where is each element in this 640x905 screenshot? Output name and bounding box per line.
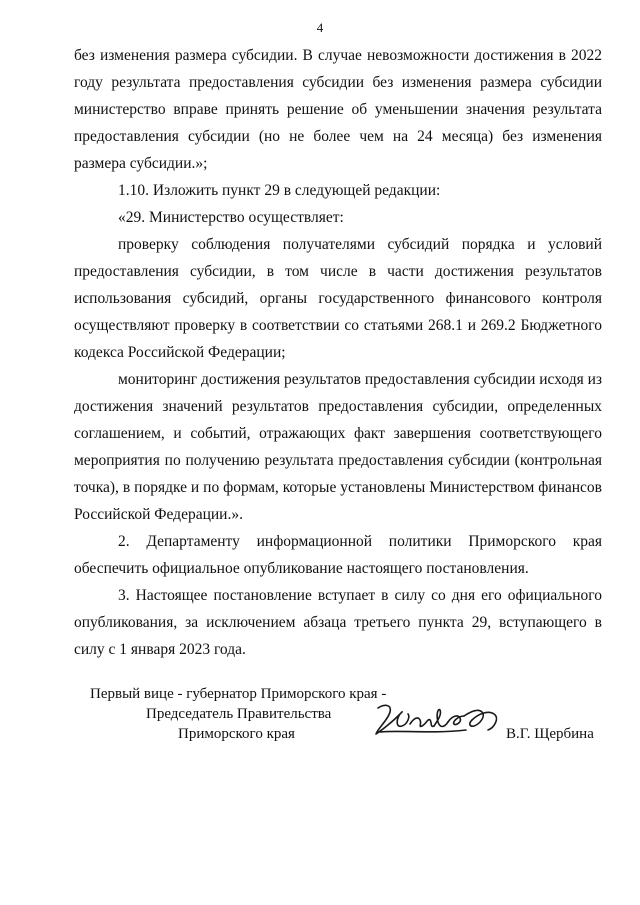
signer-position-line-1: Первый вице - губернатор Приморского края -	[90, 686, 387, 702]
paragraph-item-2: 2. Департаменту информационной политики Приморского края обеспечить официальное опубликование настоящего постановления.	[74, 533, 602, 577]
paragraph-item-3: 3. Настоящее постановление вступает в силу со дня его официального опубликования, за исключением абзаца третьего пункта 29, вступающего в силу с 1 января 2023 года.	[74, 587, 602, 658]
document-body	[74, 42, 602, 663]
signature-block	[0, 684, 640, 754]
signer-position-line-3: Приморского края	[178, 726, 295, 742]
paragraph-continuation: без изменения размера субсидии. В случае невозможности достижения в 2022 году результата предоставления субсидии без изменения размера субсидии министерство вправе принять решение об уменьшении значения результата предоставления субсидии (но не более чем на 24 месяца) без изменения размера субсидии.»;	[74, 47, 602, 172]
handwritten-signature	[370, 694, 510, 742]
signer-name: В.Г. Щербина	[506, 726, 594, 742]
paragraph-monitoring: мониторинг достижения результатов предоставления субсидии исходя из достижения значений результатов предоставления субсидии, определенных соглашением, и событий, отражающих факт завершения соответствующего мероприятия по получению результата предоставления субсидии (контрольная точка), в порядке и по формам, которые установлены Министерством финансов Российской Федерации.».	[74, 371, 603, 523]
paragraph-item-29-intro: «29. Министерство осуществляет:	[118, 209, 344, 226]
signer-position-line-2: Председатель Правительства	[146, 706, 332, 722]
paragraph-verification: проверку соблюдения получателями субсидий порядка и условий предоставления субсидии, в том числе в части достижения результатов использования субсидий, органы государственного финансового контроля осуществляют проверку в соответствии со статьями 268.1 и 269.2 Бюджетного кодекса Российской Федерации;	[74, 236, 602, 361]
page-number: 4	[316, 20, 324, 35]
paragraph-item-1-10: 1.10. Изложить пункт 29 в следующей редакции:	[118, 182, 441, 199]
